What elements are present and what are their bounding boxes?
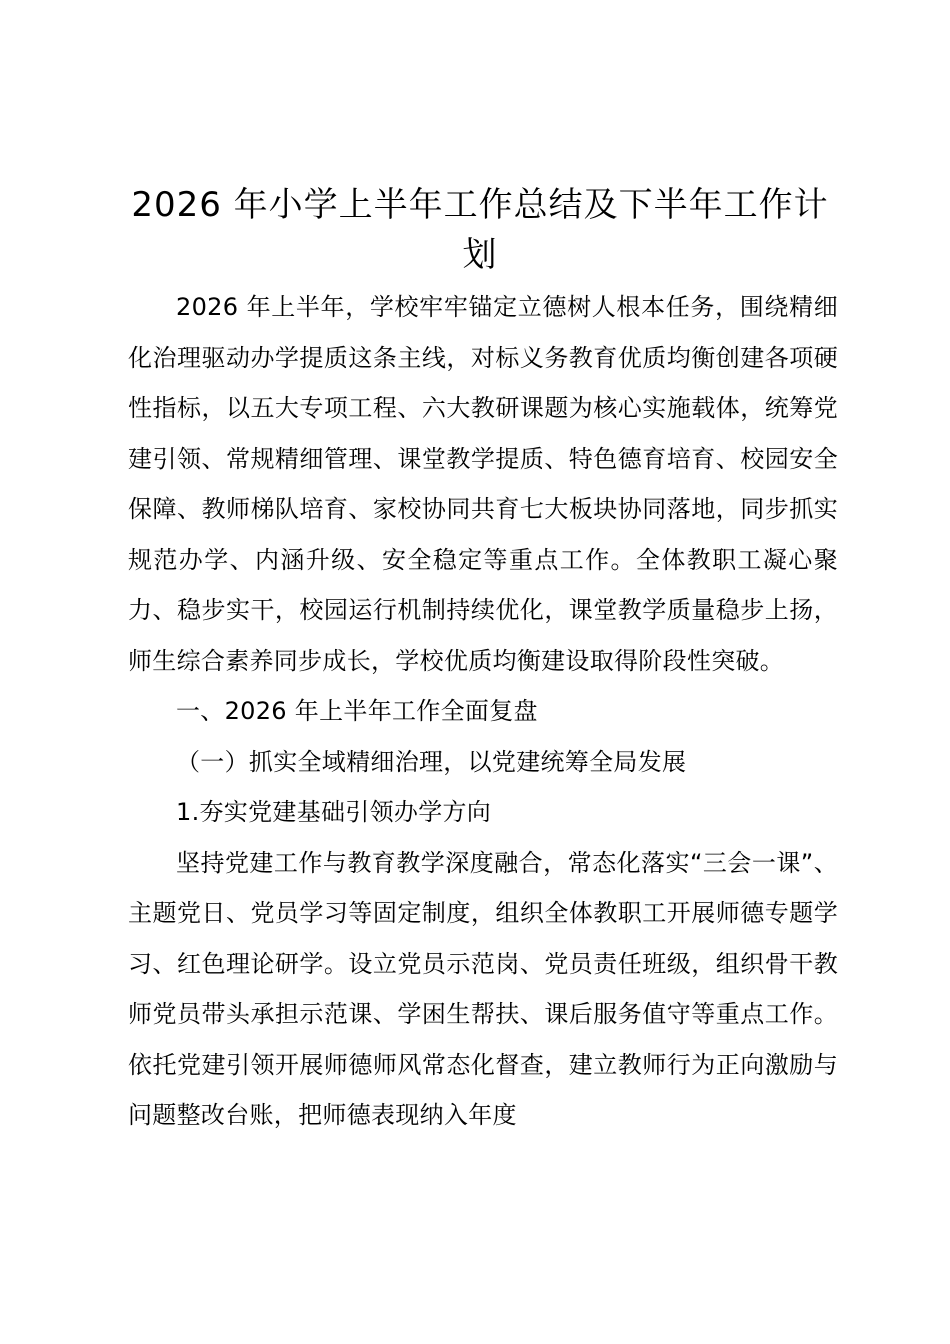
- section-heading: 一、2026 年上半年工作全面复盘: [176, 697, 538, 725]
- document-body: [128, 282, 838, 1141]
- document-title: 2026 年小学上半年工作总结及下半年工作计划: [131, 185, 829, 275]
- body-paragraph: 坚持党建工作与教育教学深度融合，常态化落实“三会一课”、主题党日、党员学习等固定制度，组织全体教职工开展师德专题学习、红色理论研学。设立党员示范岗、党员责任班级，组织骨干教师党员带头承担示范课、学困生帮扶、课后服务值守等重点工作。依托党建引领开展师德师风常态化督查，建立教师行为正向激励与问题整改台账，把师德表现纳入年度: [128, 848, 838, 1129]
- subsection-heading: （一）抓实全域精细治理，以党建统筹全局发展: [176, 747, 687, 776]
- intro-paragraph: 2026 年上半年，学校牢牢锚定立德树人根本任务，围绕精细化治理驱动办学提质这条主线，对标义务教育优质均衡创建各项硬性指标，以五大专项工程、六大教研课题为核心实施载体，统筹党建引领、常规精细管理、课堂教学提质、特色德育培育、校园安全保障、教师梯队培育、家校协同共育七大板块协同落地，同步抓实规范办学、内涵升级、安全稳定等重点工作。全体教职工凝心聚力、稳步实干，校园运行机制持续优化，课堂教学质量稳步上扬，师生综合素养同步成长，学校优质均衡建设取得阶段性突破。: [128, 293, 838, 675]
- item-heading: 1.夯实党建基础引领办学方向: [176, 798, 492, 826]
